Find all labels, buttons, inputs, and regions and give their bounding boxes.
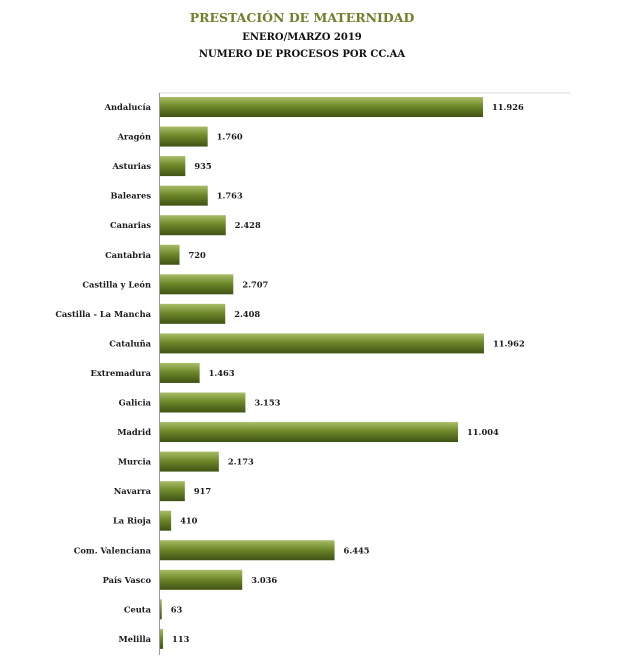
category-label-andalucia: Andalucía [104,102,151,112]
category-label-cantabria: Cantabria [105,249,151,260]
value-label-navarra: 917 [193,486,212,497]
category-label-galicia: Galicia [118,397,151,408]
category-label-pais-vasco: País Vasco [102,574,151,585]
chart-title: PRESTACIÓN DE MATERNIDAD [189,10,415,25]
category-label-aragon: Aragón [117,131,151,142]
category-label-melilla: Melilla [118,633,151,644]
category-labels [55,102,151,644]
value-label-baleares: 1.763 [216,190,243,201]
value-label-canarias: 2.428 [234,220,261,231]
bar-ceuta [160,599,162,619]
chart-subtitle-2: NUMERO DE PROCESOS POR CC.AA [198,49,406,60]
category-label-castilla-la-mancha: Castilla - La Mancha [55,308,151,319]
chart-subtitle: ENERO/MARZO 2019 [242,32,362,43]
value-label-madrid: 11.004 [467,427,499,438]
bar-canarias [160,215,226,235]
bar-castilla-la-mancha [160,304,225,324]
value-label-com-valenciana: 6.445 [343,545,370,556]
bar-aragon [160,127,208,147]
bar-andalucia [160,97,483,117]
bar-madrid [160,422,458,442]
category-label-baleares: Baleares [110,190,151,201]
category-label-la-rioja: La Rioja [112,515,151,526]
value-label-la-rioja: 410 [180,515,198,526]
value-label-asturias: 935 [194,161,212,172]
category-label-cataluna: Cataluña [109,338,151,349]
value-label-cataluna: 11.962 [492,338,525,349]
bar-pais-vasco [160,570,242,590]
bar-la-rioja [160,511,171,531]
bar-navarra [160,481,185,501]
bar-cantabria [160,245,180,265]
category-label-extremadura: Extremadura [90,367,151,378]
category-label-com-valenciana: Com. Valenciana [73,545,151,556]
category-label-madrid: Madrid [117,427,151,438]
value-label-cantabria: 720 [188,249,206,260]
value-labels [171,102,525,644]
value-label-murcia: 2.173 [227,456,254,467]
category-label-murcia: Murcia [117,456,151,467]
value-label-melilla: 113 [172,633,190,644]
bar-extremadura [160,363,200,383]
value-label-castilla-y-leon: 2.707 [242,279,269,290]
category-label-asturias: Asturias [112,161,151,172]
value-label-andalucia: 11.926 [491,102,524,112]
value-label-pais-vasco: 3.036 [251,574,278,585]
value-label-ceuta: 63 [170,604,183,615]
category-label-castilla-y-leon: Castilla y León [82,279,151,290]
category-label-navarra: Navarra [113,486,151,497]
bar-baleares [160,186,208,206]
value-label-aragon: 1.760 [216,131,243,142]
bar-murcia [160,452,219,472]
bar-asturias [160,156,185,176]
category-label-ceuta: Ceuta [123,604,151,615]
bar-galicia [160,393,245,413]
bar-melilla [160,629,163,649]
bar-com-valenciana [160,540,335,560]
value-label-galicia: 3.153 [254,397,281,408]
value-label-extremadura: 1.463 [208,367,235,378]
bar-cataluna [160,333,484,353]
bar-castilla-y-leon [160,274,233,294]
value-label-castilla-la-mancha: 2.408 [234,308,261,319]
category-label-canarias: Canarias [110,220,151,231]
